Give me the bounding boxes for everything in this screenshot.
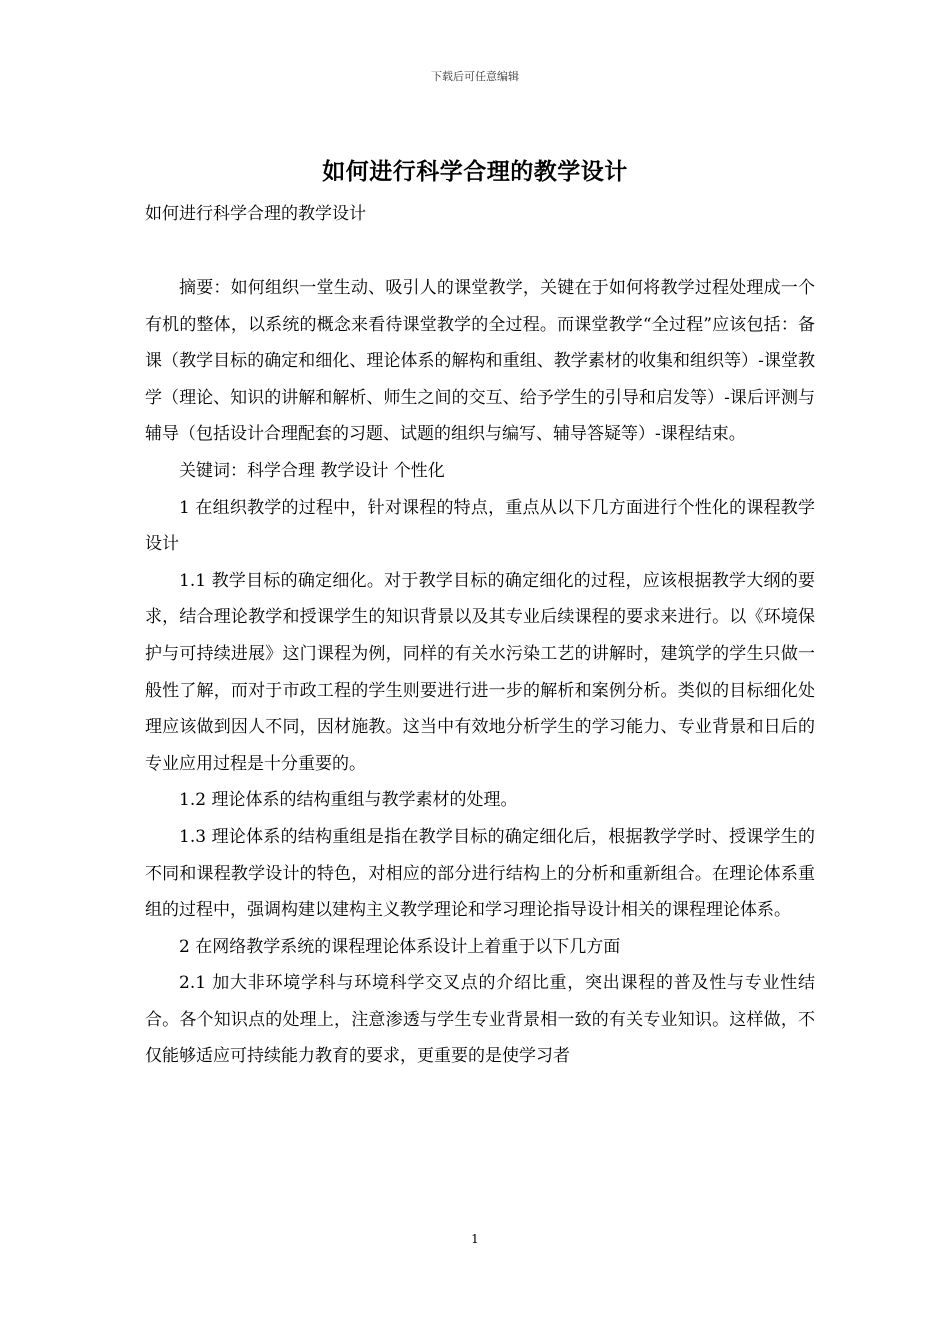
document-title: 如何进行科学合理的教学设计: [322, 159, 628, 185]
page-number: 1: [471, 1232, 479, 1246]
keywords-paragraph: 关键词：科学合理 教学设计 个性化: [179, 460, 445, 481]
abstract-paragraph: 摘要：如何组织一堂生动、吸引人的课堂教学，关键在于如何将教学过程处理成一个有机的整体，以系统的概念来看待课堂教学的全过程。而课堂教学“全过程”应该包括：备课（教学目标的确定和细化、理论体系的解构和重组、教学素材的收集和组织等）-课堂教学（理论、知识的讲解和解析、师生之间的交互、给予学生的引导和启发等）-课后评测与辅导（包括设计合理配套的习题、试题的组织与编写、辅导答疑等）-课程结束。: [145, 278, 815, 445]
section-2-1-paragraph: 2.1 加大非环境学科与环境科学交叉点的介绍比重，突出课程的普及性与专业性结合。各个知识点的处理上，注意渗透与学生专业背景相一致的有关专业知识。这样做，不仅能够适应可持续能力教育的要求，更重要的是使学习者: [145, 973, 815, 1067]
section-2-heading: 2 在网络教学系统的课程理论体系设计上着重于以下几方面: [179, 936, 621, 957]
page-header-note: 下载后可任意编辑: [431, 70, 519, 83]
section-1-heading: 1 在组织教学的过程中，针对课程的特点，重点从以下几方面进行个性化的课程教学设计: [145, 497, 815, 555]
document-subtitle: 如何进行科学合理的教学设计: [145, 204, 366, 224]
section-1-2-paragraph: 1.2 理论体系的结构重组与教学素材的处理。: [179, 790, 518, 811]
document-body: [145, 270, 815, 1075]
section-1-3-paragraph: 1.3 理论体系的结构重组是指在教学目标的确定细化后，根据教学学时、授课学生的不同和课程教学设计的特色，对相应的部分进行结构上的分析和重新组合。在理论体系重组的过程中，强调构建以建构主义教学理论和学习理论指导设计相关的课程理论体系。: [145, 826, 815, 921]
section-1-1-paragraph: 1.1 教学目标的确定细化。对于教学目标的确定细化的过程，应该根据教学大纲的要求，结合理论教学和授课学生的知识背景以及其专业后续课程的要求来进行。以《环境保护与可持续进展》这门课程为例，同样的有关水污染工艺的讲解时，建筑学的学生只做一般性了解，而对于市政工程的学生则要进行进一步的解析和案例分析。类似的目标细化处理应该做到因人不同，因材施教。这当中有效地分析学生的学习能力、专业背景和日后的专业应用过程是十分重要的。: [145, 570, 815, 774]
